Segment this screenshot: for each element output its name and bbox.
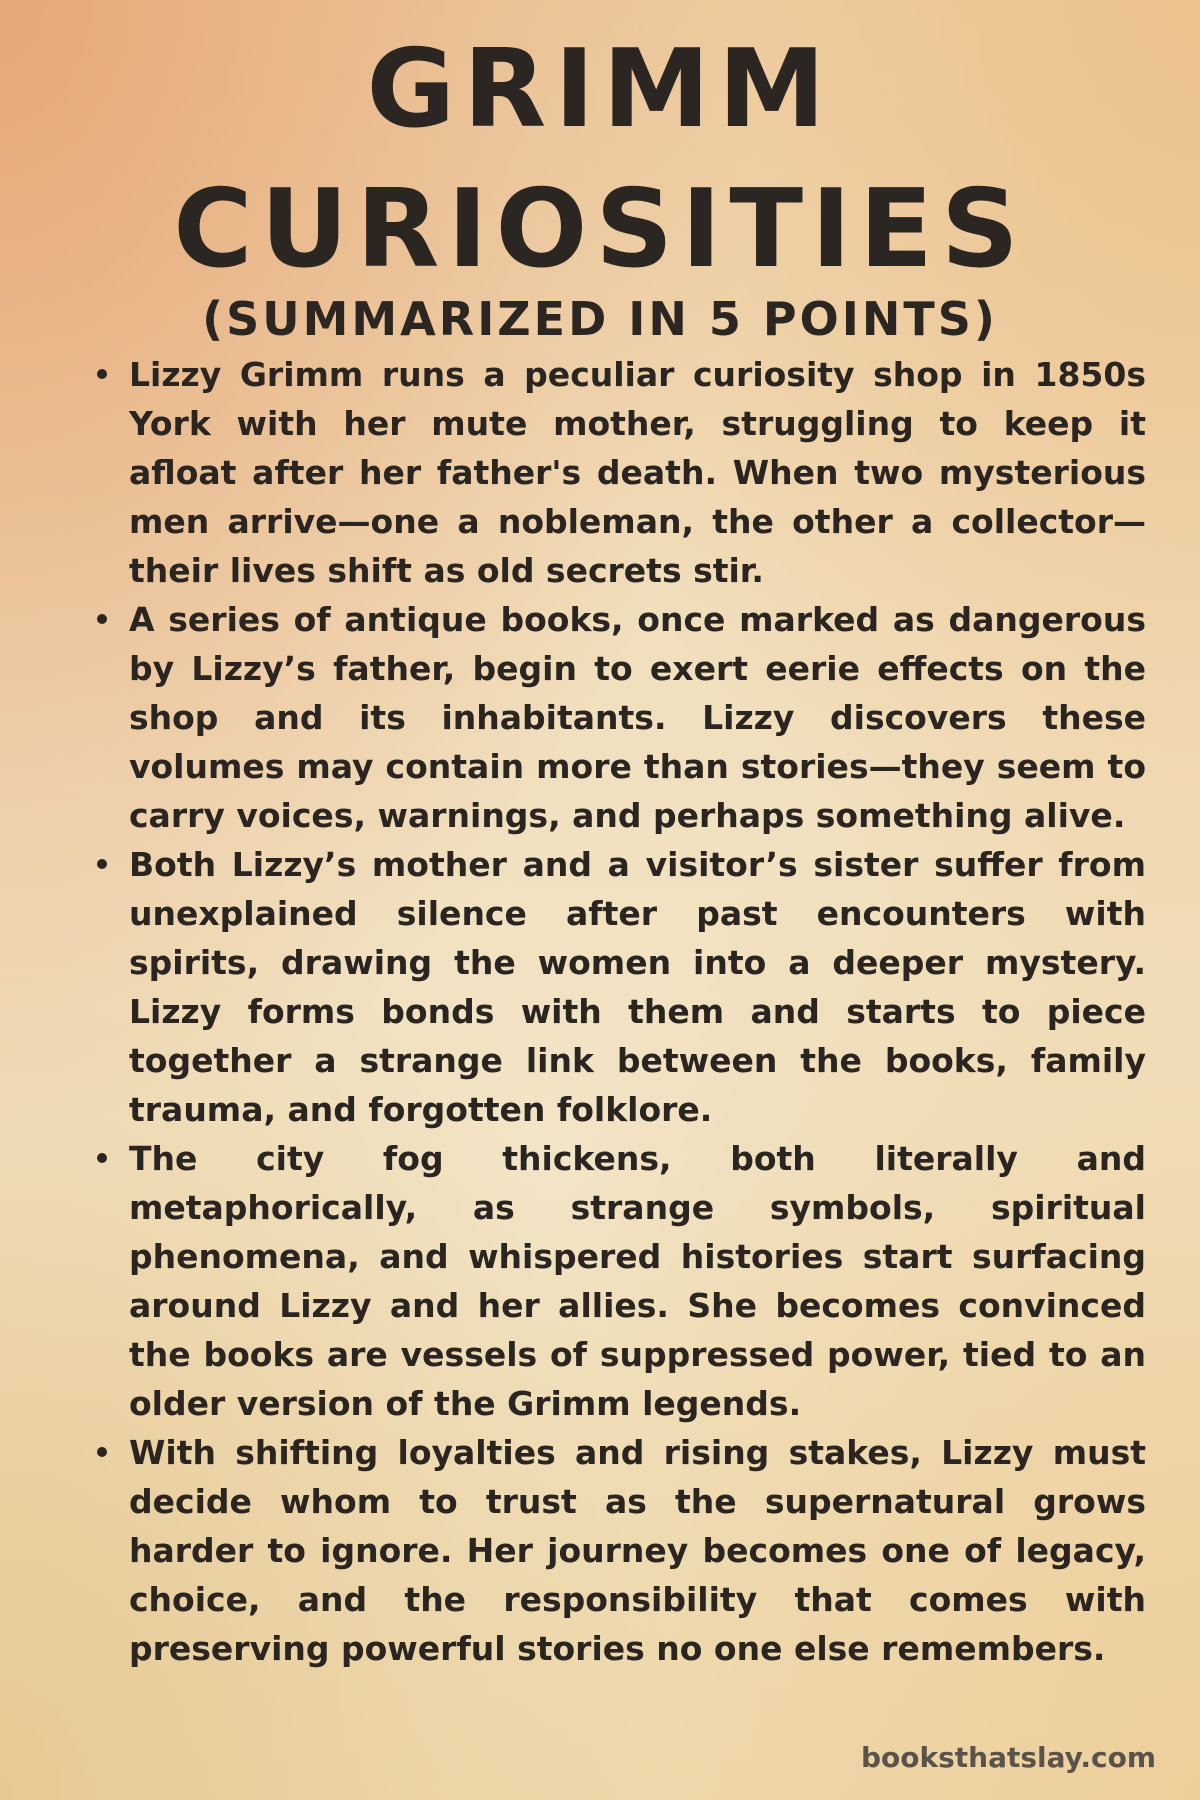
summary-point-2 <box>93 595 1146 840</box>
summary-point-text: Both Lizzy’s mother and a visitor’s sister suffer from unexplained silence after past encounters with spirits, drawing the women into a deeper mystery. Lizzy forms bonds with them and starts to piece together a strange link between the books, family trauma, and forgotten folklore. <box>129 845 1146 1129</box>
bullet-dot-icon <box>97 369 107 379</box>
subtitle: (SUMMARIZED IN 5 POINTS) <box>202 292 998 346</box>
summary-point-text: With shifting loyalties and rising stakes, Lizzy must decide whom to trust as the supernatural grows harder to ignore. Her journey becomes one of legacy, choice, and the responsibility that comes with preserving powerful stories no one else remembers. <box>129 1433 1146 1668</box>
summary-point-text: A series of antique books, once marked as dangerous by Lizzy’s father, begin to exert eerie effects on the shop and its inhabitants. Lizzy discovers these volumes may contain more than stories—they seem to carry voices, warnings, and perhaps something alive. <box>129 600 1146 835</box>
summary-points-list <box>93 350 1146 1673</box>
title-line-2: CURIOSITIES <box>173 167 1027 292</box>
summary-point-text: The city fog thickens, both literally and metaphorically, as strange symbols, spiritual phenomena, and whispered histories start surfacing around Lizzy and her allies. She becomes convinced the books are vessels of suppressed power, tied to an older version of the Grimm legends. <box>129 1139 1146 1423</box>
website-credit: booksthatslay.com <box>860 1741 1156 1774</box>
summary-point-text: Lizzy Grimm runs a peculiar curiosity shop in 1850s York with her mute mother, struggling to keep it afloat after her father's death. When two mysterious men arrive—one a nobleman, the other a collector—their lives shift as old secrets stir. <box>129 355 1146 590</box>
summary-point-1 <box>93 350 1146 595</box>
bullet-dot-icon <box>97 859 107 869</box>
bullet-dot-icon <box>97 1447 107 1457</box>
title-line-1: GRIMM <box>366 27 834 152</box>
summary-point-3 <box>93 840 1146 1134</box>
summary-point-4 <box>93 1134 1146 1428</box>
bullet-dot-icon <box>97 614 107 624</box>
page-title <box>0 20 1200 300</box>
summary-point-5 <box>93 1428 1146 1673</box>
bullet-dot-icon <box>97 1153 107 1163</box>
